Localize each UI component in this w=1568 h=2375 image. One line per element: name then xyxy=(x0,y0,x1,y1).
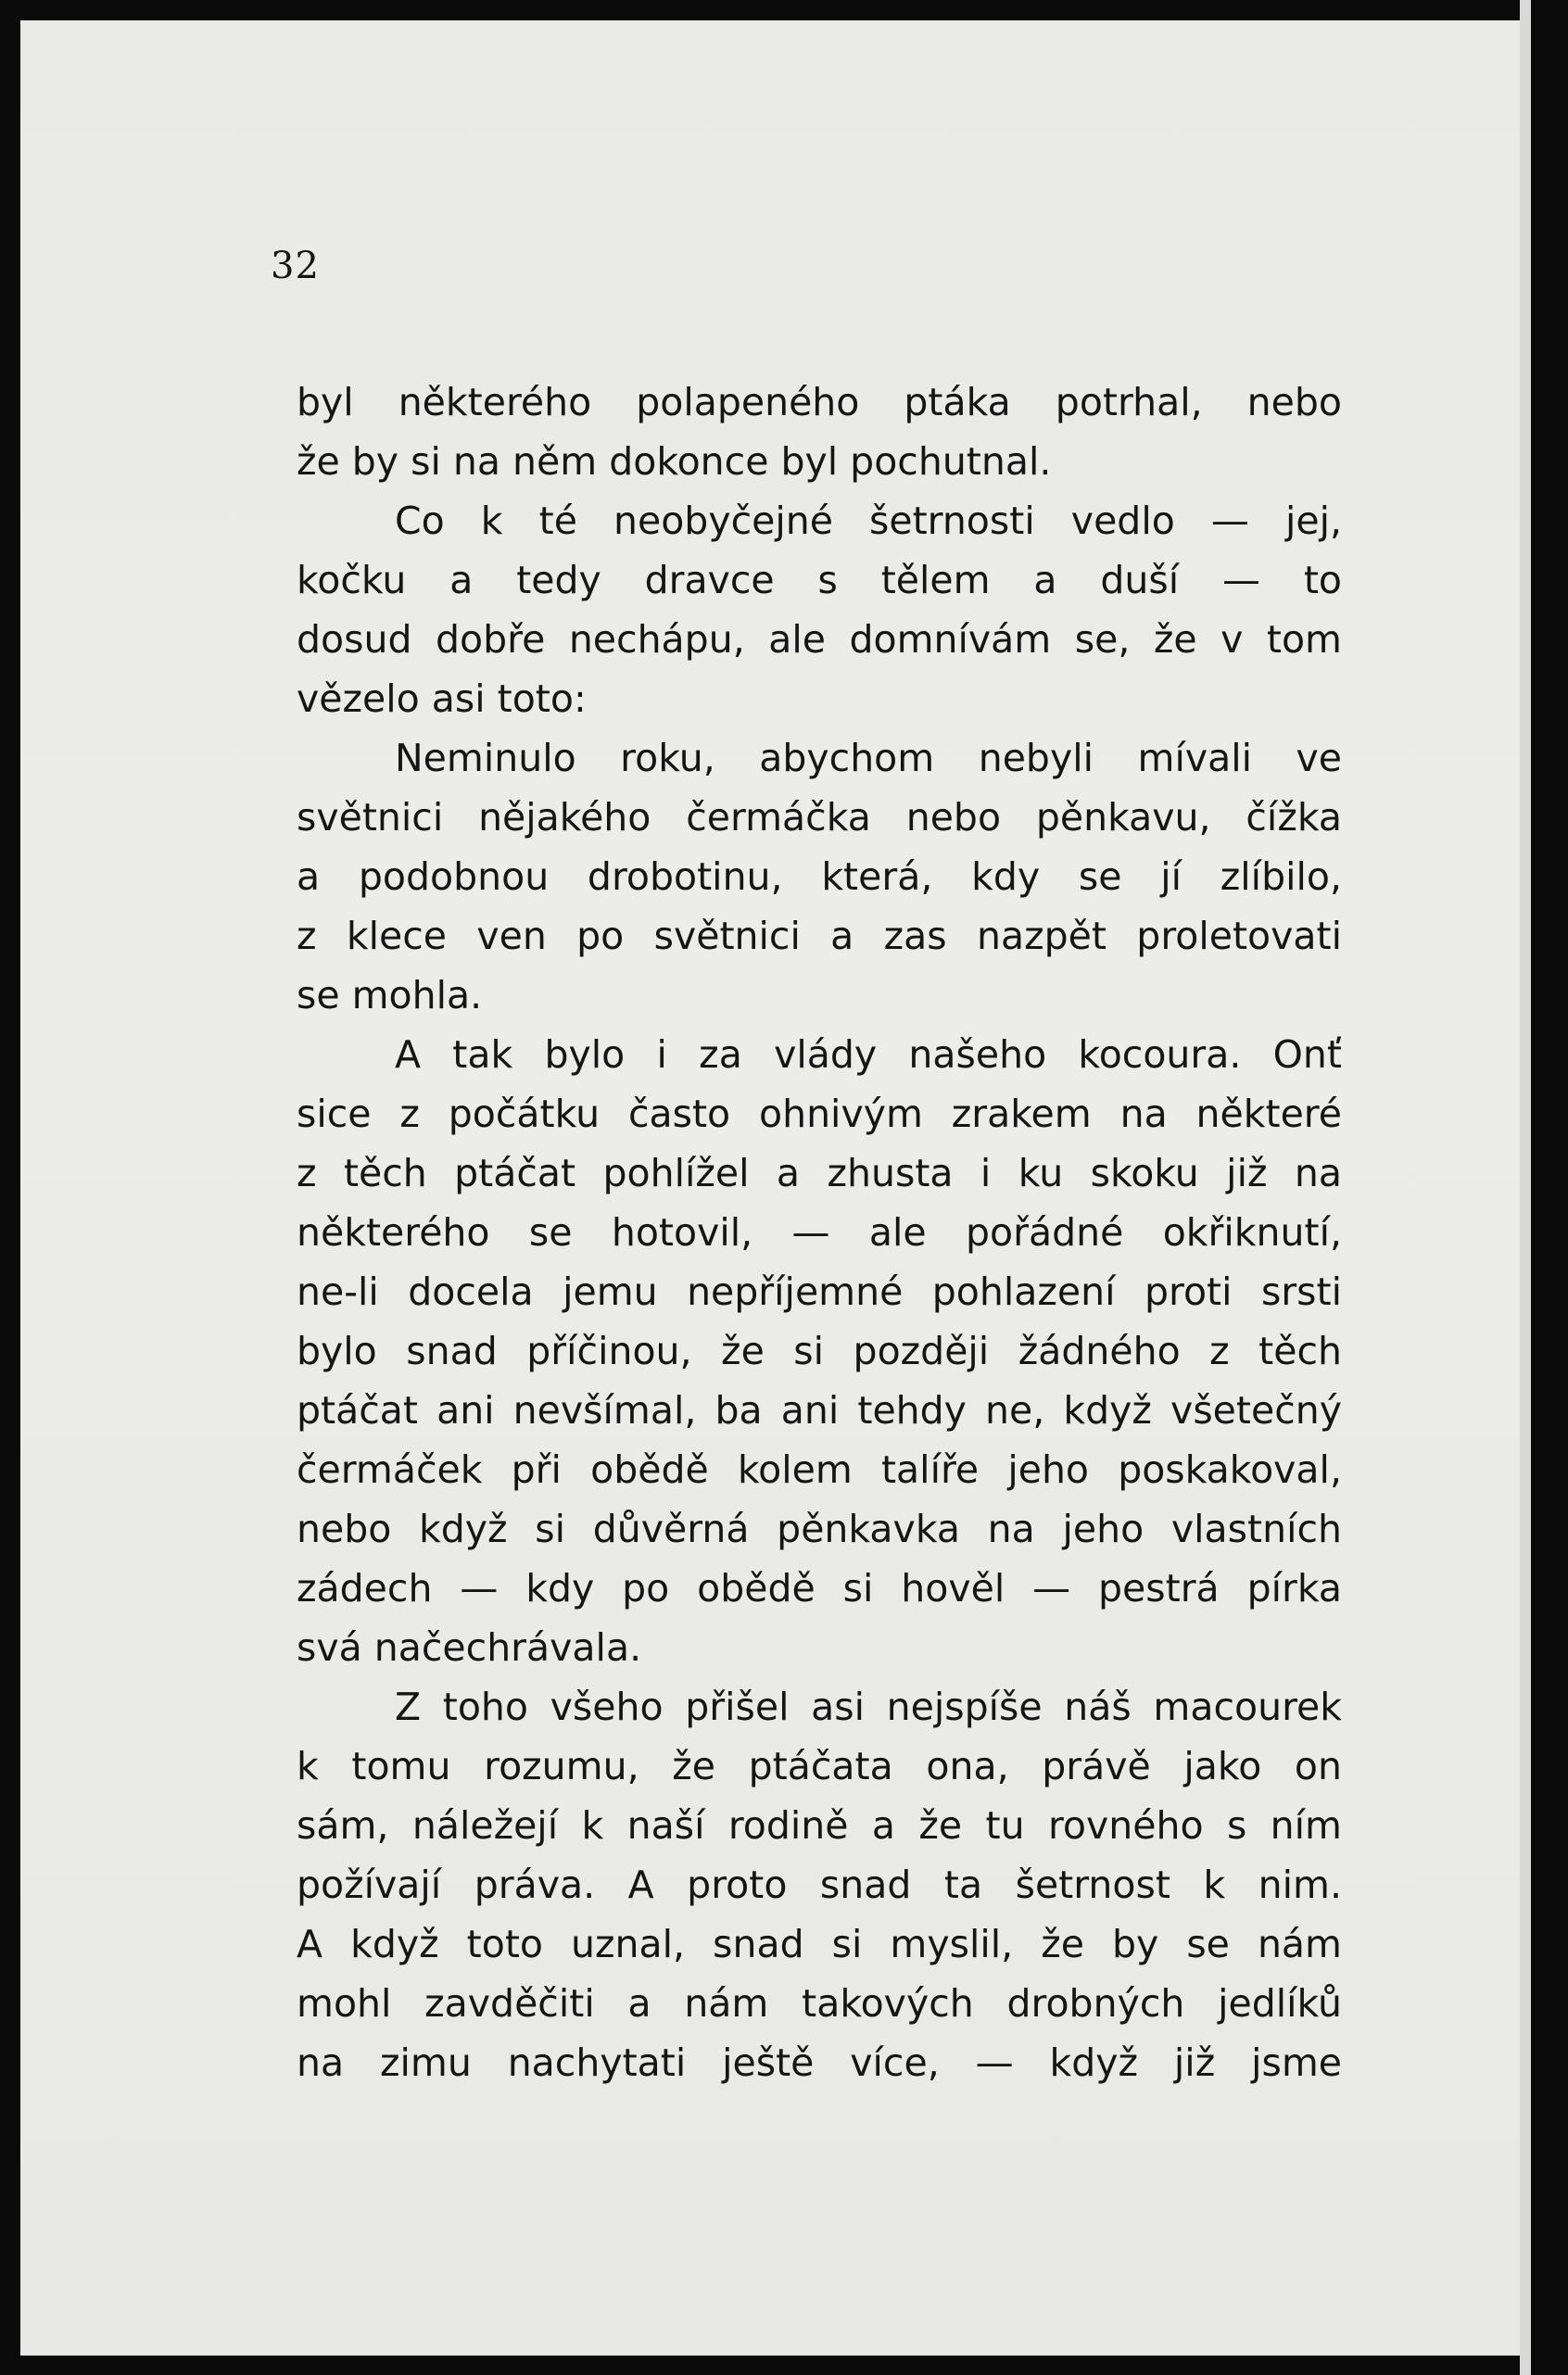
text-line: čermáček při obědě kolem talíře jeho poskakoval, xyxy=(297,1447,1342,1492)
text-line: dosud dobře nechápu, ale domnívám se, že v tom xyxy=(297,617,1342,662)
text-line: vězelo asi toto: xyxy=(297,676,587,721)
text-line: některého se hotovil, — ale pořádné okřiknutí, xyxy=(297,1210,1342,1255)
text-line: z klece ven po světnici a zas nazpět proletovati xyxy=(297,914,1342,958)
text-line: kočku a tedy dravce s tělem a duší — to xyxy=(297,558,1342,602)
text-line: světnici nějakého čermáčka nebo pěnkavu, čížka xyxy=(297,795,1342,840)
text-line: na zimu nachytati ještě více, — když již jsme xyxy=(297,2040,1342,2085)
text-line: byl některého polapeného ptáka potrhal, nebo xyxy=(297,380,1342,424)
text-line: sice z počátku často ohnivým zrakem na některé xyxy=(297,1092,1342,1136)
text-line: požívají práva. A proto snad ta šetrnost k nim. xyxy=(297,1863,1342,1907)
text-line: Co k té neobyčejné šetrnosti vedlo — jej, xyxy=(395,499,1342,543)
text-line: k tomu rozumu, že ptáčata ona, právě jako on xyxy=(297,1744,1342,1788)
book-page xyxy=(20,20,1520,2356)
text-line: svá načechrávala. xyxy=(297,1625,642,1670)
text-line: Z toho všeho přišel asi nejspíše náš macourek xyxy=(395,1685,1342,1729)
text-line: ne-li docela jemu nepříjemné pohlazení proti srsti xyxy=(297,1270,1342,1314)
text-line: nebo když si důvěrná pěnkavka na jeho vlastních xyxy=(297,1507,1342,1551)
text-line: A když toto uznal, snad si myslil, že by se nám xyxy=(297,1922,1342,1966)
page-number: 32 xyxy=(271,245,320,287)
text-line: sám, náležejí k naší rodině a že tu rovného s ním xyxy=(297,1803,1342,1848)
text-line: bylo snad příčinou, že si později žádného z těch xyxy=(297,1329,1342,1373)
text-line: A tak bylo i za vlády našeho kocoura. Onť xyxy=(395,1032,1342,1077)
text-line: Neminulo roku, abychom nebyli mívali ve xyxy=(395,736,1342,780)
text-line: a podobnou drobotinu, která, kdy se jí zlíbilo, xyxy=(297,854,1342,899)
body-text xyxy=(297,373,1342,2092)
text-line: ptáčat ani nevšímal, ba ani tehdy ne, když všetečný xyxy=(297,1388,1342,1433)
text-line: mohl zavděčiti a nám takových drobných jedlíků xyxy=(297,1981,1342,2026)
text-line: že by si na něm dokonce byl pochutnal. xyxy=(297,439,1052,484)
page-edge xyxy=(1520,0,1531,2375)
text-line: z těch ptáčat pohlížel a zhusta i ku skoku již na xyxy=(297,1151,1342,1195)
text-line: se mohla. xyxy=(297,973,483,1017)
text-line: zádech — kdy po obědě si hověl — pestrá pírka xyxy=(297,1566,1342,1611)
